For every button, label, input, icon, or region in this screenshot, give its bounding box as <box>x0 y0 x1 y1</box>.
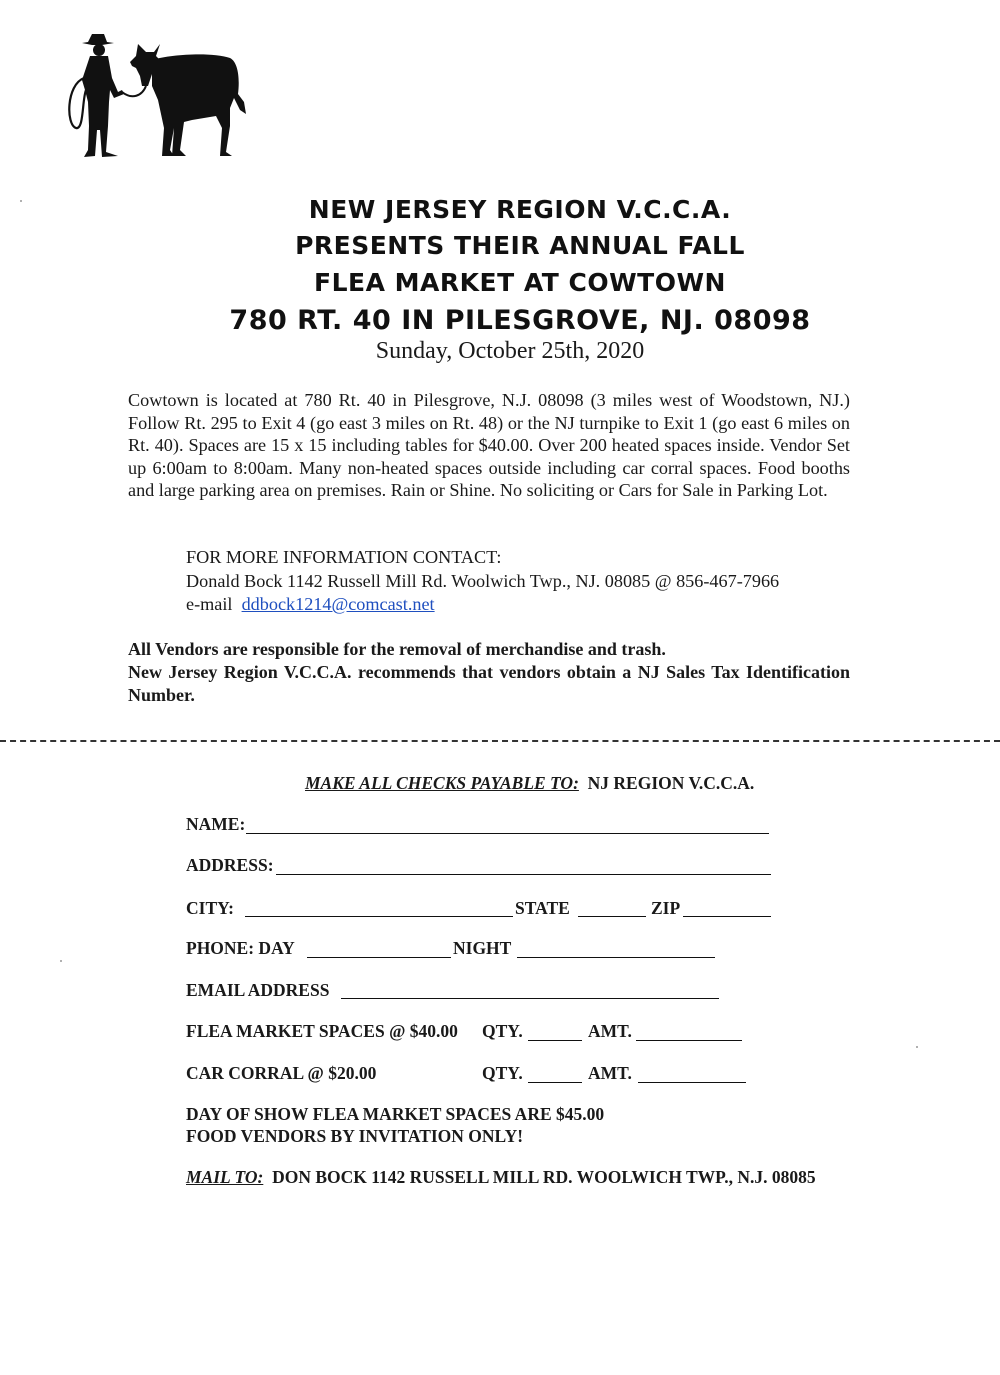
car-amt-label: AMT. <box>588 1063 632 1083</box>
event-title-line-3: FLEA MARKET AT COWTOWN <box>314 268 726 297</box>
email-link[interactable]: ddbock1214@comcast.net <box>241 594 435 614</box>
state-field[interactable] <box>578 916 646 917</box>
flea-amt-label: AMT. <box>588 1021 632 1041</box>
checks-payee: NJ REGION V.C.C.A. <box>587 773 755 793</box>
phone-day-label: PHONE: DAY <box>186 938 295 958</box>
zip-label: ZIP <box>651 898 681 918</box>
email-label: e-mail <box>186 594 233 614</box>
vendor-note-tax-id: New Jersey Region V.C.C.A. recommends that vendors obtain a NJ Sales Tax Identification Number. <box>128 662 850 705</box>
zip-field[interactable] <box>683 916 771 917</box>
event-date: Sunday, October 25th, 2020 <box>375 338 645 364</box>
day-of-show-note: DAY OF SHOW FLEA MARKET SPACES ARE $45.00 <box>186 1104 605 1124</box>
car-amt-field[interactable] <box>638 1082 746 1083</box>
food-vendors-note: FOOD VENDORS BY INVITATION ONLY! <box>186 1126 524 1146</box>
contact-line: Donald Bock 1142 Russell Mill Rd. Woolwich Twp., NJ. 08085 @ 856-467-7966 <box>186 571 780 591</box>
checks-payable-row <box>305 773 754 794</box>
flea-qty-label: QTY. <box>482 1021 523 1041</box>
car-corral-label: CAR CORRAL @ $20.00 <box>186 1063 377 1083</box>
mail-to-label: MAIL TO: <box>186 1167 264 1187</box>
checks-label: MAKE ALL CHECKS PAYABLE TO: <box>305 773 579 793</box>
phone-day-field[interactable] <box>307 957 451 958</box>
scan-speck <box>20 200 22 202</box>
flea-qty-field[interactable] <box>528 1040 582 1041</box>
mail-to-row <box>186 1167 816 1188</box>
car-qty-field[interactable] <box>528 1082 582 1083</box>
address-label: ADDRESS: <box>186 855 274 875</box>
state-label: STATE <box>515 898 570 918</box>
scan-speck <box>916 1046 918 1048</box>
event-title-line-2: PRESENTS THEIR ANNUAL FALL <box>295 231 745 260</box>
event-title-line-1: NEW JERSEY REGION V.C.C.A. <box>308 195 732 224</box>
email-address-field[interactable] <box>341 998 719 999</box>
cowboy-steer-logo <box>62 30 252 165</box>
vendor-note-removal: All Vendors are responsible for the removal of merchandise and trash. <box>128 639 666 659</box>
mail-to-address: DON BOCK 1142 RUSSELL MILL RD. WOOLWICH TWP., N.J. 08085 <box>272 1167 816 1187</box>
name-field[interactable] <box>246 833 769 834</box>
city-field[interactable] <box>245 916 513 917</box>
name-label: NAME: <box>186 814 246 834</box>
vendor-notes <box>128 638 850 707</box>
contact-heading: FOR MORE INFORMATION CONTACT: <box>186 547 502 567</box>
city-label: CITY: <box>186 898 234 918</box>
intro-paragraph: Cowtown is located at 780 Rt. 40 in Pilesgrove, N.J. 08098 (3 miles west of Woodstown, NJ.) Follow Rt. 295 to Exit 4 (go east 3 miles on Rt. 48) or the NJ turnpike to Exit 1 (go east 6 miles on Rt. 40). Spaces are 15 x 15 including tables for $40.00. Over 200 heated spaces inside. Vendor Set up 6:00am to 8:00am. Many non-heated spaces outside including car corral spaces. Food booths and large parking area on premises. Rain or Shine. No soliciting or Cars for Sale in Parking Lot. <box>128 390 850 501</box>
car-qty-label: QTY. <box>482 1063 523 1083</box>
flea-market-spaces-label: FLEA MARKET SPACES @ $40.00 <box>186 1021 458 1041</box>
event-address-title: 780 RT. 40 IN PILESGROVE, NJ. 08098 <box>229 305 811 336</box>
phone-night-field[interactable] <box>517 957 715 958</box>
flea-amt-field[interactable] <box>636 1040 742 1041</box>
contact-email-row <box>186 593 866 616</box>
cowboy-with-steer-silhouette-icon <box>62 30 252 165</box>
cut-line-divider <box>0 740 1000 742</box>
scan-speck <box>60 960 62 962</box>
phone-night-label: NIGHT <box>453 938 512 958</box>
email-address-label: EMAIL ADDRESS <box>186 980 330 1000</box>
address-field[interactable] <box>276 874 771 875</box>
